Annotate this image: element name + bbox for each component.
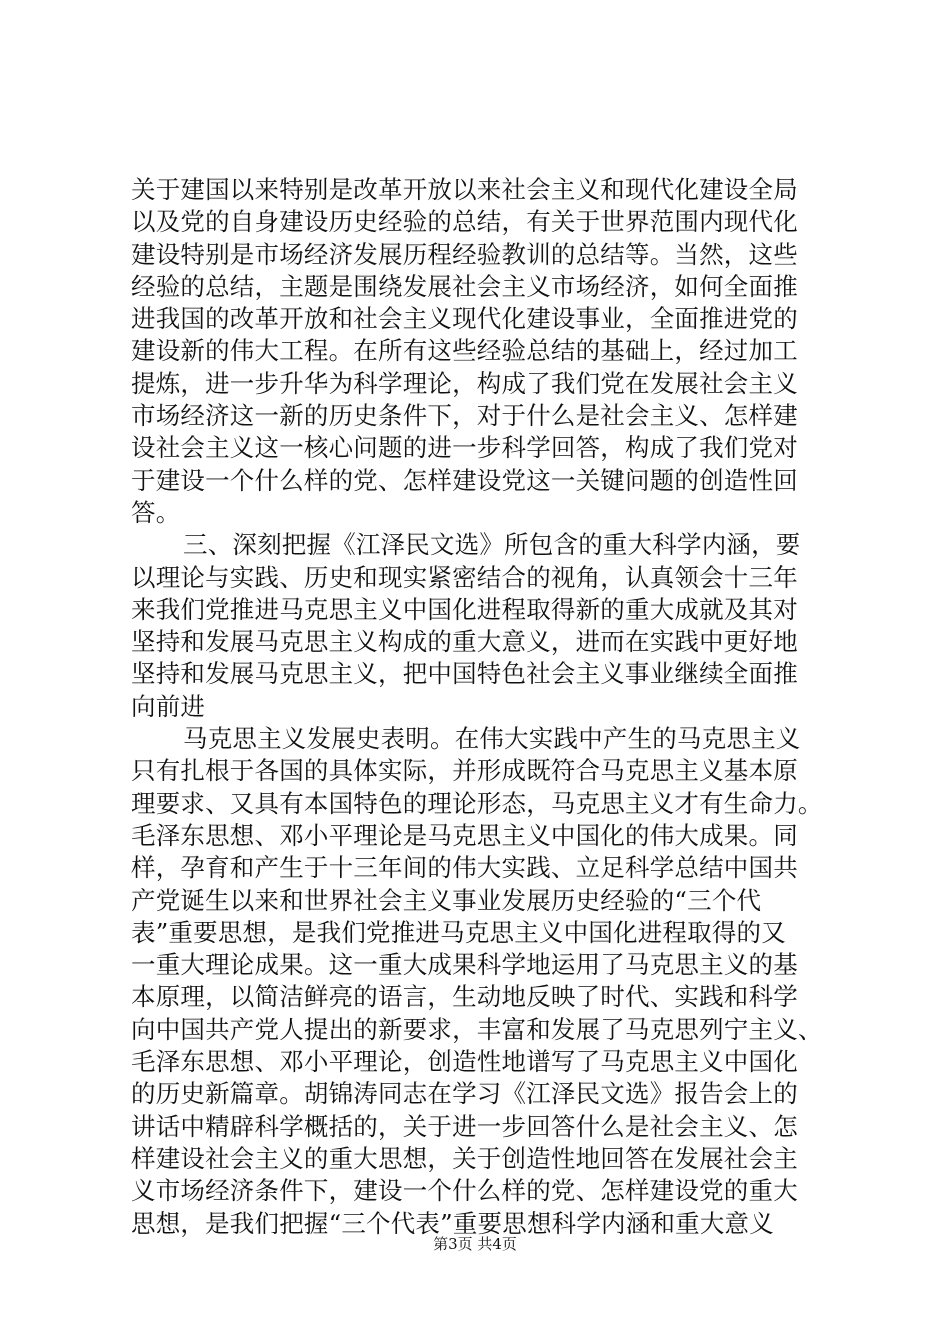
text-line: 毛泽东思想、邓小平理论是马克思主义中国化的伟大成果。同 bbox=[131, 820, 798, 850]
text-line: 进我国的改革开放和社会主义现代化建设事业，全面推进党的 bbox=[131, 304, 798, 334]
text-line: 讲话中精辟科学概括的，关于进一步回答什么是社会主义、怎 bbox=[131, 1111, 798, 1141]
text-line: 思想，是我们把握“三个代表”重要思想科学内涵和重大意义 bbox=[131, 1208, 774, 1238]
text-line: 建设新的伟大工程。在所有这些经验总结的基础上，经过加工 bbox=[131, 336, 798, 366]
text-line: 本原理，以简洁鲜亮的语言，生动地反映了时代、实践和科学 bbox=[131, 982, 798, 1012]
text-line: 经验的总结，主题是围绕发展社会主义市场经济，如何全面推 bbox=[131, 271, 798, 301]
text-line: 只有扎根于各国的具体实际，并形成既符合马克思主义基本原 bbox=[131, 756, 798, 786]
text-line: 提炼，进一步升华为科学理论，构成了我们党在发展社会主义 bbox=[131, 368, 798, 398]
text-line: 义市场经济条件下，建设一个什么样的党、怎样建设党的重大 bbox=[131, 1176, 798, 1206]
text-line: 设社会主义这一核心问题的进一步科学回答，构成了我们党对 bbox=[131, 433, 798, 463]
text-line: 市场经济这一新的历史条件下，对于什么是社会主义、怎样建 bbox=[131, 401, 798, 431]
text-line: 样建设社会主义的重大思想，关于创造性地回答在发展社会主 bbox=[131, 1143, 798, 1173]
text-line: 产党诞生以来和世界社会主义事业发展历史经验的“三个代 bbox=[131, 885, 762, 915]
text-line: 的历史新篇章。胡锦涛同志在学习《江泽民文选》报告会上的 bbox=[131, 1079, 798, 1109]
text-line: 样，孕育和产生于十三年间的伟大实践、立足科学总结中国共 bbox=[131, 853, 798, 883]
text-line: 马克思主义发展史表明。在伟大实践中产生的马克思主义 bbox=[183, 724, 801, 754]
text-line: 毛泽东思想、邓小平理论，创造性地谱写了马克思主义中国化 bbox=[131, 1047, 798, 1077]
text-line: 向前进 bbox=[131, 691, 206, 721]
text-line: 向中国共产党人提出的新要求，丰富和发展了马克思列宁主义、 bbox=[131, 1014, 823, 1044]
text-line: 以及党的自身建设历史经验的总结，有关于世界范围内现代化 bbox=[131, 207, 798, 237]
text-line: 坚持和发展马克思主义，把中国特色社会主义事业继续全面推 bbox=[131, 659, 798, 689]
text-line: 以理论与实践、历史和现实紧密结合的视角，认真领会十三年 bbox=[131, 562, 798, 592]
text-line: 一重大理论成果。这一重大成果科学地运用了马克思主义的基 bbox=[131, 950, 798, 980]
text-line: 三、深刻把握《江泽民文选》所包含的重大科学内涵，要 bbox=[183, 530, 801, 560]
text-line: 来我们党推进马克思主义中国化进程取得新的重大成就及其对 bbox=[131, 594, 798, 624]
text-line: 建设特别是市场经济发展历程经验教训的总结等。当然，这些 bbox=[131, 239, 798, 269]
text-line: 于建设一个什么样的党、怎样建设党这一关键问题的创造性回 bbox=[131, 465, 798, 495]
text-line: 理要求、又具有本国特色的理论形态，马克思主义才有生命力。 bbox=[131, 788, 823, 818]
document-body bbox=[131, 174, 831, 1240]
page-number-footer: 第3页 共4页 bbox=[433, 1235, 517, 1253]
text-line: 答。 bbox=[131, 497, 181, 527]
text-line: 坚持和发展马克思主义构成的重大意义，进而在实践中更好地 bbox=[131, 627, 798, 657]
text-line: 表”重要思想，是我们党推进马克思主义中国化进程取得的又 bbox=[131, 917, 786, 947]
text-line: 关于建国以来特别是改革开放以来社会主义和现代化建设全局 bbox=[131, 175, 798, 204]
